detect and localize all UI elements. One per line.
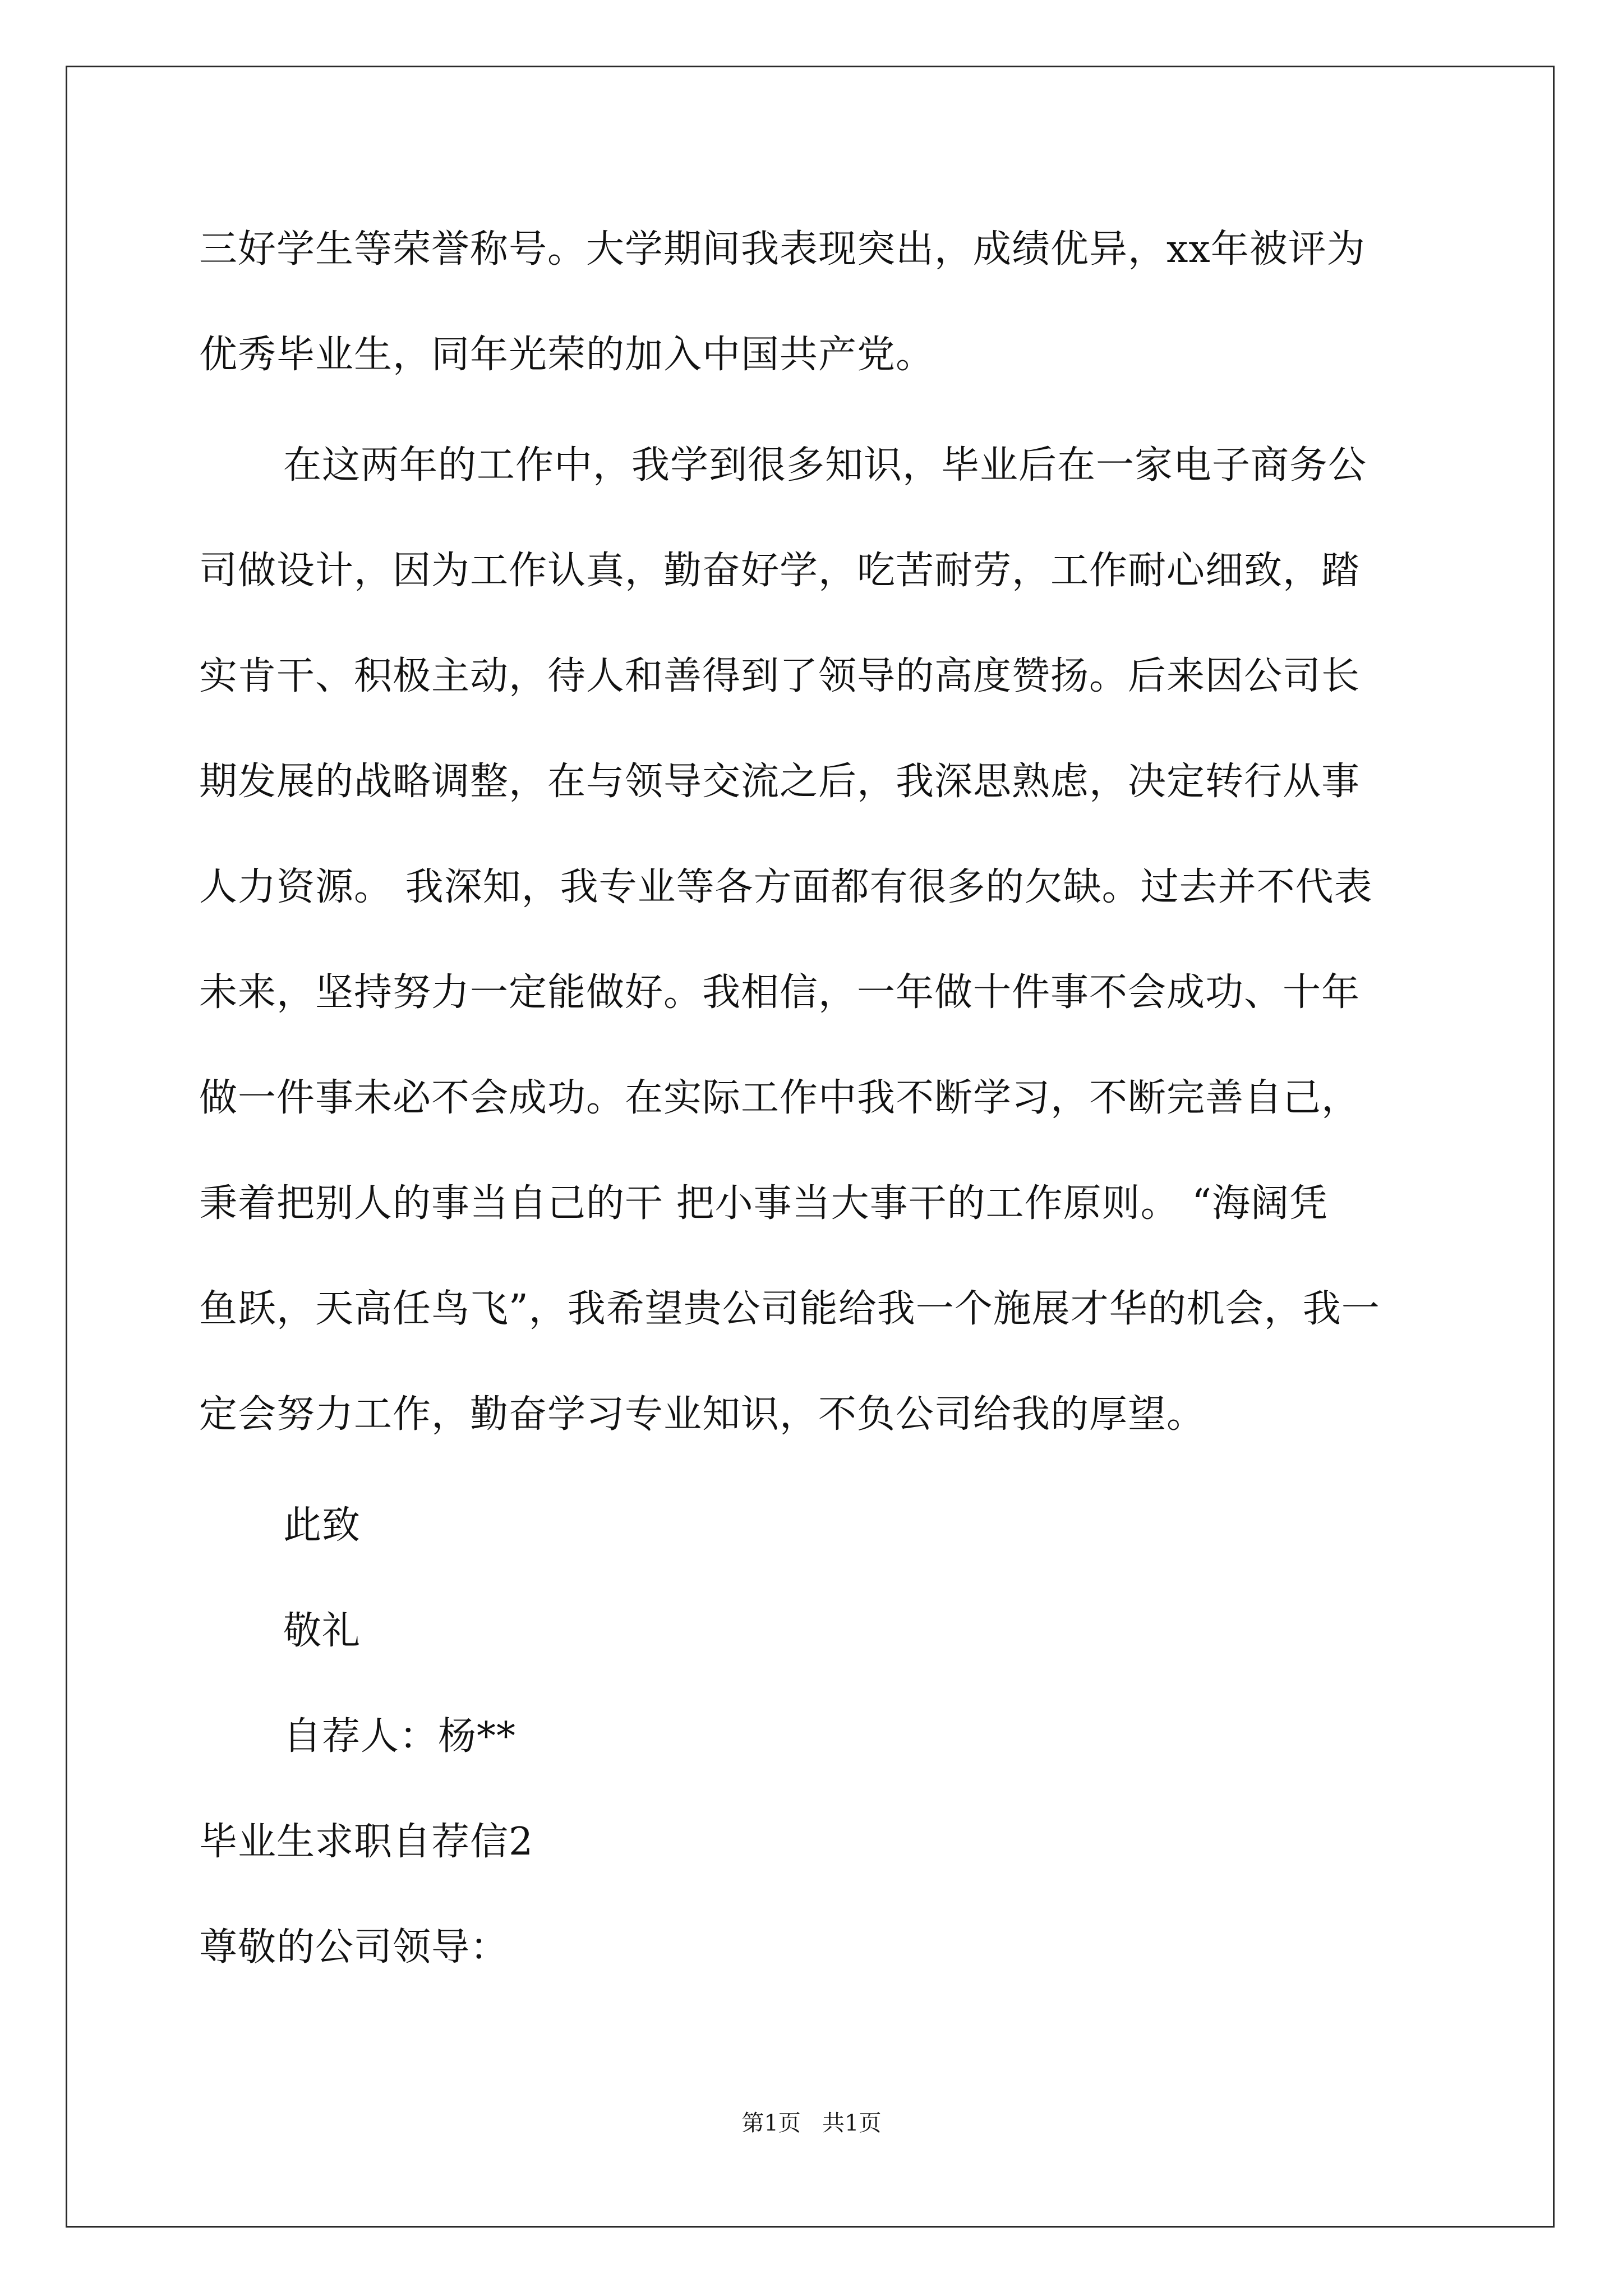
section-title: 毕业生求职自荐信2 xyxy=(199,1820,534,1864)
text-line: 司做设计，因为工作认真，勤奋好学，吃苦耐劳，工作耐心细致，踏 xyxy=(199,549,1361,593)
text-line: 鱼跃，天高任鸟飞”，我希望贵公司能给我一个施展才华的机会，我一 xyxy=(199,1287,1380,1331)
text-line: 优秀毕业生，同年光荣的加入中国共产党。 xyxy=(199,333,935,377)
text-line: 实肯干、积极主动，待人和善得到了领导的高度赞扬。后来因公司长 xyxy=(199,654,1361,698)
paragraph-first-line: 在这两年的工作中，我学到很多知识，毕业后在一家电子商务公 xyxy=(283,443,1367,487)
signature-line: 自荐人：杨** xyxy=(283,1714,517,1759)
text-line: 未来，坚持努力一定能做好。我相信，一年做十件事不会成功、十年 xyxy=(199,970,1361,1015)
text-line: 做一件事未必不会成功。在实际工作中我不断学习，不断完善自己， xyxy=(199,1076,1361,1120)
text-line: 三好学生等荣誉称号。大学期间我表现突出，成绩优异，xx年被评为 xyxy=(199,227,1366,272)
text-line: 人力资源。 我深知，我专业等各方面都有很多的欠缺。过去并不代表 xyxy=(199,865,1373,909)
text-line: 定会努力工作，勤奋学习专业知识，不负公司给我的厚望。 xyxy=(199,1392,1206,1437)
greeting-line: 尊敬的公司领导： xyxy=(199,1925,509,1970)
closing-regards: 敬礼 xyxy=(283,1609,361,1653)
page-border xyxy=(66,66,1555,2228)
closing-salutation: 此致 xyxy=(283,1503,361,1548)
page-number-footer: 第1页 共1页 xyxy=(741,2110,882,2136)
text-line: 期发展的战略调整，在与领导交流之后，我深思熟虑，决定转行从事 xyxy=(199,760,1361,804)
text-line: 秉着把别人的事当自己的干 把小事当大事干的工作原则。 “海阔凭 xyxy=(199,1181,1328,1226)
